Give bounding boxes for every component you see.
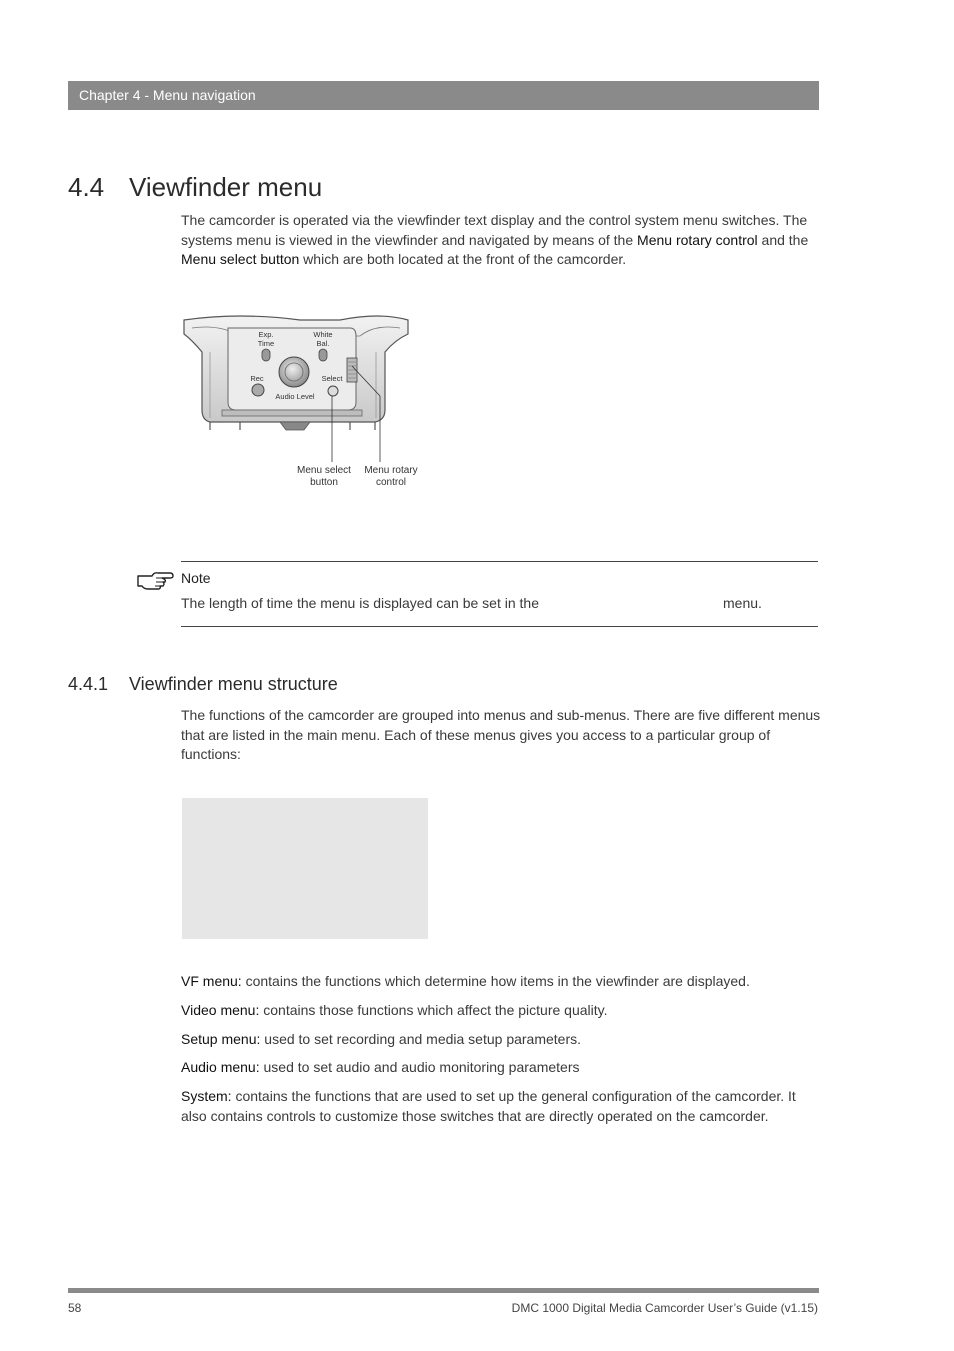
definition-term: Video menu:	[181, 1002, 260, 1018]
definition-audio-menu	[181, 1058, 821, 1078]
definition-term: System:	[181, 1088, 232, 1104]
pointing-hand-icon	[136, 568, 174, 590]
note-bottom-rule	[181, 626, 818, 627]
definition-text: contains the functions that are used to set up the general configuration of the camcorder. It also contains controls to customize those switches that are directly operated on the camcorder.	[181, 1088, 796, 1124]
definition-term: VF menu:	[181, 973, 242, 989]
time-label: Time	[257, 339, 275, 348]
definition-term: Setup menu:	[181, 1031, 261, 1047]
structure-intro-paragraph: The functions of the camcorder are grouped into menus and sub-menus. There are five different menus that are listed in the main menu. Each of these menus gives you access to a particular group of functions:	[181, 707, 821, 763]
note-text-end: menu.	[723, 595, 762, 611]
section-number: 4.4	[68, 172, 105, 202]
intro-term-rotary: Menu rotary control	[637, 231, 758, 248]
definition-system	[181, 1087, 821, 1126]
bal-label: Bal.	[316, 339, 330, 348]
camcorder-front-panel-figure	[180, 312, 430, 492]
definition-term: Audio menu:	[181, 1059, 260, 1075]
definition-video-menu	[181, 1001, 821, 1021]
intro-paragraph	[181, 211, 821, 270]
guide-title: DMC 1000 Digital Media Camcorder User’s Guide (v1.15)	[511, 1301, 818, 1315]
section-title: Viewfinder menu	[129, 172, 323, 202]
menu-select-callout-2: button	[310, 477, 338, 488]
chapter-title: Chapter 4 - Menu navigation	[79, 87, 256, 103]
intro-term-select: Menu select button	[181, 251, 300, 268]
definition-text: contains the functions which determine how items in the viewfinder are displayed.	[241, 973, 750, 989]
intro-text-1: The camcorder is operated via the viewfinder text display and the control system menu switches. The systems menu is viewed in the viewfinder and navigated by means of the	[181, 212, 808, 248]
rec-button	[252, 384, 264, 396]
definition-vf-menu	[181, 972, 821, 992]
definition-setup-menu	[181, 1030, 821, 1050]
note-top-rule	[181, 561, 818, 562]
section-heading	[68, 172, 322, 203]
menu-select-callout: Menu select	[297, 465, 351, 476]
audio-level-knob	[279, 357, 309, 387]
definition-text: used to set recording and media setup parameters.	[260, 1031, 582, 1047]
white-bal-switch	[319, 349, 327, 361]
page-number: 58	[68, 1301, 82, 1315]
definition-text: used to set audio and audio monitoring parameters	[259, 1059, 580, 1075]
footer-rule	[68, 1288, 819, 1293]
intro-text-3: which are both located at the front of the camcorder.	[299, 251, 627, 268]
subsection-heading	[68, 674, 338, 695]
white-label: White	[313, 330, 333, 339]
audio-level-label: Audio Level	[275, 392, 315, 401]
chapter-header-bar	[68, 81, 819, 110]
menu-structure-figure-placeholder	[182, 798, 428, 939]
subsection-title: Viewfinder menu structure	[129, 674, 338, 694]
note-title: Note	[181, 570, 211, 586]
menu-rotary-callout: Menu rotary	[364, 465, 418, 476]
exp-time-switch	[262, 349, 270, 361]
menu-rotary-callout-2: control	[375, 477, 407, 488]
select-label: Select	[321, 374, 343, 383]
note-text-body: The length of time the menu is displayed can be set in the	[181, 595, 539, 611]
note-text	[181, 595, 818, 611]
exp-label: Exp.	[258, 330, 274, 339]
definition-text: contains those functions which affect the picture quality.	[259, 1002, 608, 1018]
rec-label: Rec	[250, 374, 264, 383]
intro-text-2: and the	[757, 231, 809, 248]
menu-select-button	[328, 386, 338, 396]
subsection-number: 4.4.1	[68, 674, 109, 694]
